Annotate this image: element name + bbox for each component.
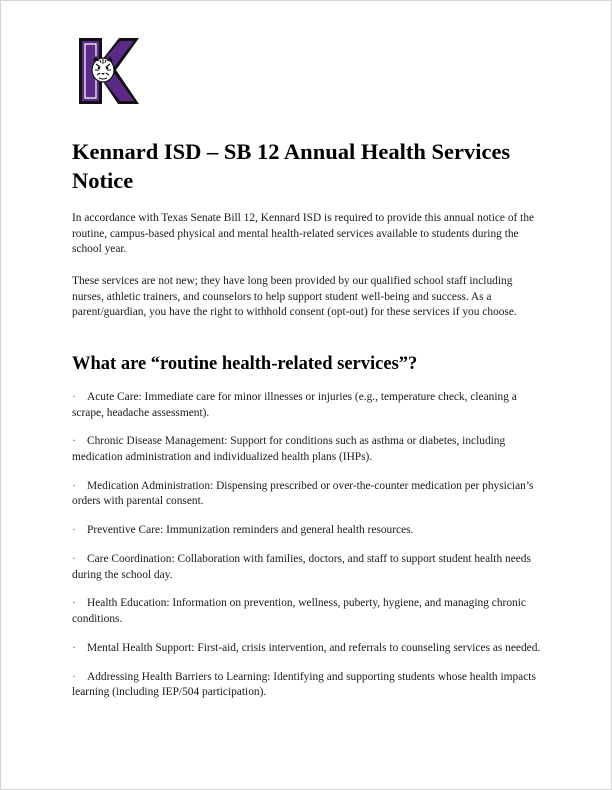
service-item-preventive-care: · Preventive Care: Immunization reminders and general health resources. (72, 523, 542, 539)
service-item-care-coordination: · Care Coordination: Collaboration with families, doctors, and staff to support student health needs during the school day. (72, 553, 531, 581)
bullet-icon: · (72, 435, 76, 448)
bullet-icon: · (72, 670, 76, 683)
bullet-icon: · (72, 391, 76, 403)
service-item-medication: · Medication Administration: Dispensing prescribed or over-the-counter medication per physician’s orders with parental consent. (72, 479, 534, 508)
bullet-icon: · (72, 641, 76, 654)
tiger-head-icon (92, 56, 114, 82)
intro-paragraph-2: These services are not new; they have long been provided by our qualified school staff including nurses, athletic trainers, and counselors to help support student well-being and success. As a parent/guardian, you have the right to withhold consent (opt-out) for these services if you choose. (72, 275, 517, 318)
service-item-acute-care: · Acute Care: Immediate care for minor illnesses or injuries (e.g., temperature check, cleaning a scrape, headache assessment). (72, 391, 517, 419)
service-item-health-education: · Health Education: Information on prevention, wellness, puberty, hygiene, and managing chronic conditions. (72, 597, 526, 625)
bullet-icon: · (72, 524, 76, 537)
bullet-icon: · (72, 553, 76, 566)
service-item-chronic-disease: · Chronic Disease Management: Support for conditions such as asthma or diabetes, including medication administration and individualized health plans (IHPs). (72, 435, 506, 463)
service-item-health-barriers: · Addressing Health Barriers to Learning: Identifying and supporting students whose health impacts learning (including IEP/504 participation). (72, 670, 536, 699)
service-item-mental-health: · Mental Health Support: First-aid, crisis intervention, and referrals to counseling services as needed. (72, 641, 542, 657)
bullet-icon: · (72, 597, 76, 610)
page-title: Kennard ISD – SB 12 Annual Health Services Notice (72, 139, 511, 193)
intro-paragraph-1: In accordance with Texas Senate Bill 12, Kennard ISD is required to provide this annual notice of the routine, campus-based physical and mental health-related services available to students during the school year. (72, 212, 535, 255)
services-list (72, 390, 542, 714)
section-heading: What are “routine health-related services”? (72, 354, 418, 374)
k-tiger-logo-icon (78, 37, 140, 105)
district-logo (78, 37, 140, 105)
bullet-icon: · (72, 479, 76, 492)
